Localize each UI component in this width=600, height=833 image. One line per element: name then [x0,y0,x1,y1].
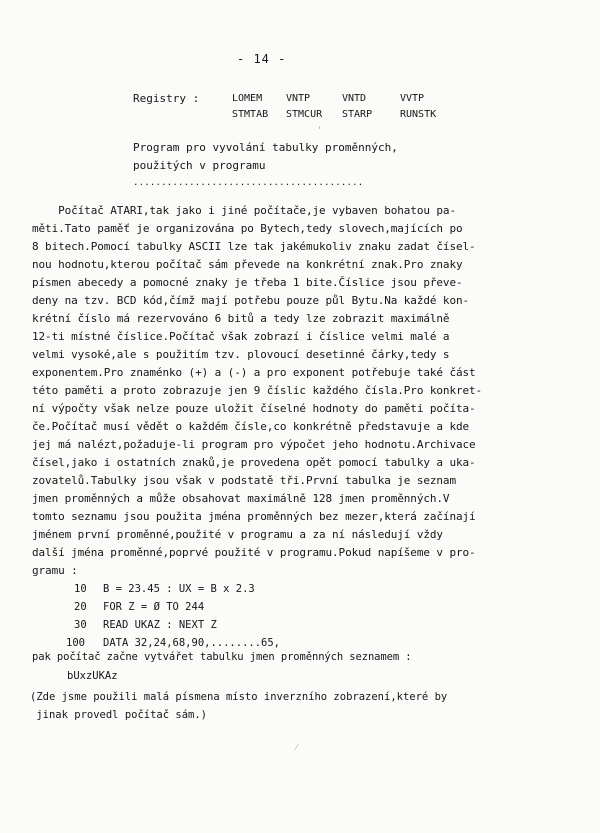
code-line-text: B = 23.45 : UX = B x 2.3 [103,583,255,595]
body-line: krétní číslo má rezervováno 6 bitů a tedy lze zobrazit maximálně [32,312,450,325]
code-line-text: DATA 32,24,68,90,........65, [103,637,281,649]
code-line-text: READ UKAZ : NEXT Z [103,619,217,631]
body-line: jmen proměnných a může obsahovat maximálně 128 jmen proměnných.V [32,492,450,505]
body-line: Počítač ATARI,tak jako i jiné počítače,je vybaven bohatou pa- [32,204,456,217]
code-line-number: 100 [66,637,85,649]
code-line-text: FOR Z = Ø TO 244 [103,601,205,613]
body-line: nou hodnotu,kterou počítač sám převede na konkrétní znak.Pro znaky [32,258,463,271]
body-line: 12-ti místné číslice.Počítač však zobrazí i číslice velmi malé a [32,330,450,343]
registry-vntd: VNTD [342,93,367,104]
registry-vvtp: VVTP [400,93,425,104]
registry-stmtab: STMTAB [232,109,269,120]
body-line: jménem první proměnné,použité v programu a za ní následují vždy [32,528,443,541]
body-line: písmen abecedy a pomocné znaky je třeba 1 bite.Číslice jsou převe- [32,276,463,289]
body-line: této paměti a proto zobrazuje jen 9 číslic každého čísla.Pro konkret- [32,384,483,397]
program-title-line-2: použitých v programu [133,159,266,172]
note-line-1: (Zde jsme použili malá písmena místo inverzního zobrazení,které by [30,691,448,703]
stray-mark: ' [317,126,323,136]
body-line: velmi vysoké,ale s použitím tzv. plovoucí desetinné čárky,tedy s [32,348,450,361]
program-title-line-1: Program pro vyvolání tabulky proměnných, [133,141,398,154]
registry-label: Registry : [133,92,200,105]
body-line: exponentem.Pro znaménko (+) a (-) a pro exponent potřebuje také část [32,366,476,379]
body-line: jej má nalézt,požaduje-li program pro výpočet jeho hodnotu.Archivace [32,438,476,451]
after-code-text: pak počítač začne vytvářet tabulku jmen proměnných seznamem : [32,651,412,663]
page-number: - 14 - [237,52,287,66]
body-line: tomto seznamu jsou použita jména proměnných bez mezer,která začínají [32,510,476,523]
body-line: čísel,jako i ostatních znaků,je provedena opět pomocí tabulky a uka- [32,456,476,469]
registry-lomem: LOMEM [232,93,263,104]
body-line: ní výpočty však nelze pouze uložit číselné hodnoty do paměti počíta- [32,402,476,415]
program-title [133,139,398,175]
code-line-number: 20 [74,601,87,613]
code-line-number: 30 [74,619,87,631]
code-line-number: 10 [74,583,87,595]
body-line: 8 bitech.Pomocí tabulky ASCII lze tak jakémukoliv znaku zadat čísel- [32,240,476,253]
body-line: měti.Tato paměť je organizována po Bytech,tedy slovech,majících po [32,222,463,235]
registry-starp: STARP [342,109,373,120]
body-line: če.Počítač musí vědět o každém čísle,co konkrétně představuje a kde [32,420,470,433]
registry-vntp: VNTP [286,93,311,104]
dotted-separator: ......................................... [133,178,364,188]
registry-stmcur: STMCUR [286,109,323,120]
stray-mark: ⁄ [296,743,298,753]
body-line: další jména proměnné,poprvé použité v programu.Pokud napíšeme v pro- [32,546,476,559]
registry-runstk: RUNSTK [400,109,437,120]
variable-name-table: bUxzUKAz [67,670,118,682]
body-line: gramu : [32,564,78,577]
body-line: deny na tzv. BCD kód,čímž mají potřebu pouze půl Bytu.Na každé kon- [32,294,470,307]
note-line-2: jinak provedl počítač sám.) [30,709,208,721]
body-line: zovatelů.Tabulky jsou však v podstatě tři.První tabulka je seznam [32,474,456,487]
